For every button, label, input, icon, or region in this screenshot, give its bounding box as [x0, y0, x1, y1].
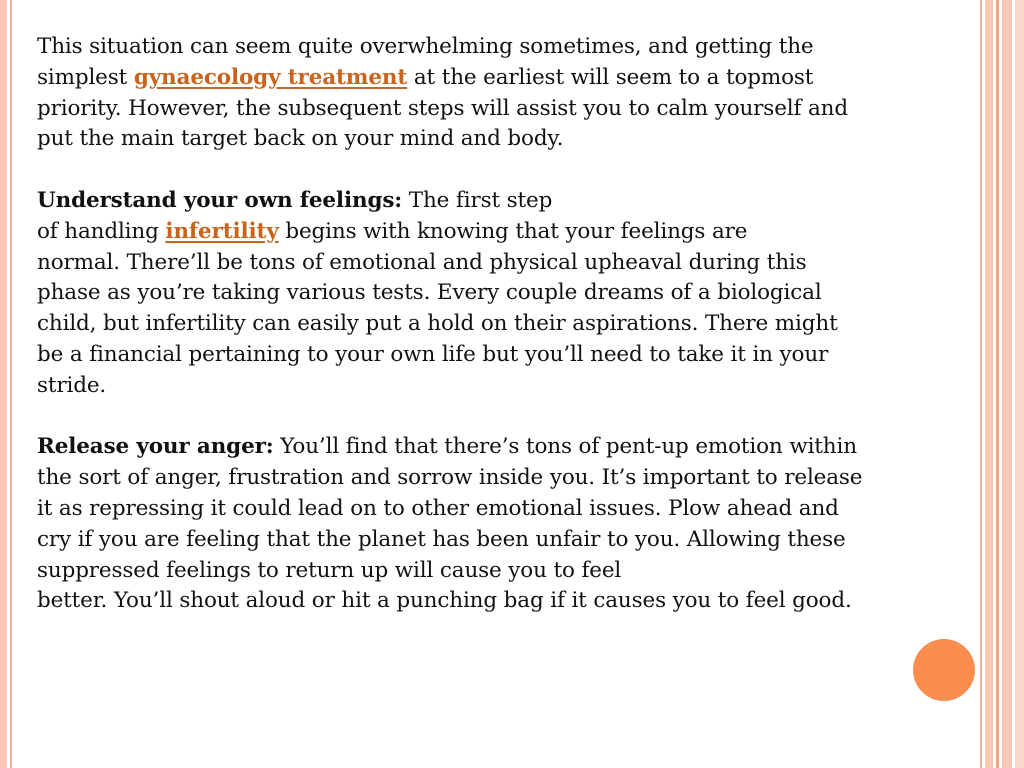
text-segment: The first step	[402, 187, 553, 213]
text-line: stride.	[37, 372, 107, 398]
text-segment: simplest	[37, 64, 134, 90]
gynaecology-treatment-link[interactable]: gynaecology treatment	[133, 64, 408, 90]
right-border-stripe	[1002, 0, 1012, 768]
text-line	[37, 217, 952, 248]
left-border-stripe	[0, 0, 7, 768]
text-line: priority. However, the subsequent steps will assist you to calm yourself and	[37, 95, 848, 121]
section-heading: Understand your own feelings:	[37, 187, 403, 213]
text-line: cry if you are feeling that the planet has been unfair to you. Allowing these	[37, 526, 846, 552]
paragraph-understand-feelings	[37, 186, 952, 402]
right-border-stripe	[985, 0, 993, 768]
text-line: be a financial pertaining to your own life but you’ll need to take it in your	[37, 341, 829, 367]
left-border-line	[10, 0, 12, 768]
text-line: put the main target back on your mind and body.	[37, 126, 564, 152]
right-border-stripe	[1015, 0, 1024, 768]
right-border-line	[980, 0, 982, 768]
infertility-link[interactable]: infertility	[165, 218, 279, 244]
decorative-circle	[913, 639, 975, 701]
text-line: normal. There’ll be tons of emotional and physical upheaval during this	[37, 249, 807, 275]
right-border-line	[996, 0, 999, 768]
text-line: suppressed feelings to return up will cause you to feel	[37, 557, 622, 583]
slide-body	[37, 32, 952, 648]
text-line	[37, 432, 952, 463]
text-line: it as repressing it could lead on to other emotional issues. Plow ahead and	[37, 495, 839, 521]
text-line	[37, 63, 952, 94]
text-segment: begins with knowing that your feelings are	[278, 218, 748, 244]
text-line: This situation can seem quite overwhelming sometimes, and getting the	[37, 34, 814, 59]
text-line: better. You’ll shout aloud or hit a punching bag if it causes you to feel good.	[37, 588, 852, 614]
text-segment: at the earliest will seem to a topmost	[407, 64, 814, 90]
section-heading: Release your anger:	[37, 434, 274, 460]
text-line: phase as you’re taking various tests. Every couple dreams of a biological	[37, 280, 822, 306]
paragraph-release-anger	[37, 432, 952, 617]
text-segment: of handling	[37, 218, 166, 244]
text-line: child, but infertility can easily put a hold on their aspirations. There might	[37, 311, 838, 337]
paragraph-intro	[37, 32, 952, 155]
text-line: the sort of anger, frustration and sorrow inside you. It’s important to release	[37, 465, 863, 491]
text-segment: You’ll find that there’s tons of pent-up emotion within	[273, 434, 857, 460]
text-line	[37, 186, 952, 217]
